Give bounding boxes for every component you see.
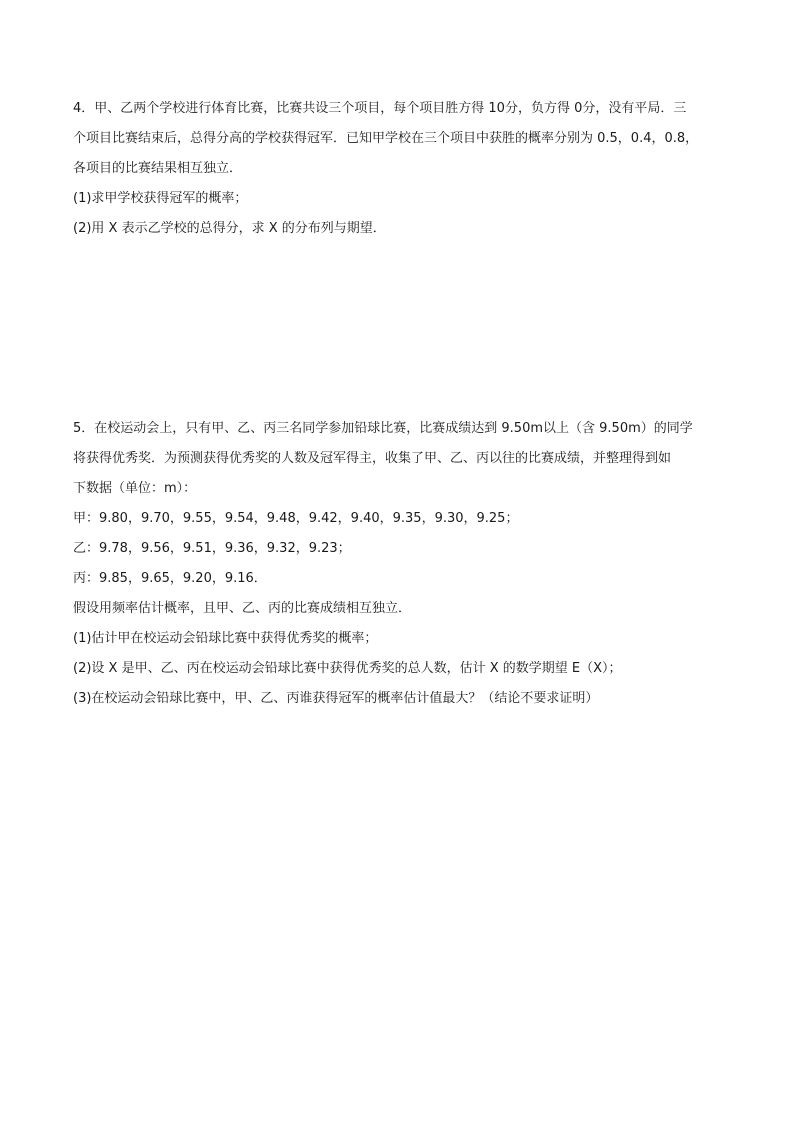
data-row-bing: 丙：9.85，9.65，9.20，9.16． (73, 571, 267, 586)
question-5 (73, 419, 733, 719)
question-5-line-3: 下数据（单位：m）： (73, 481, 197, 496)
question-5-assumption: 假设用频率估计概率，且甲、乙、丙的比赛成绩相互独立． (73, 601, 412, 616)
question-4-line-2: 个项目比赛结束后，总得分高的学校获得冠军．已知甲学校在三个项目中获胜的概率分别为 0.5，0.4，0.8， (73, 131, 699, 146)
question-5-line-2: 将获得优秀奖．为预测获得优秀奖的人数及冠军得主，收集了甲、乙、丙以往的比赛成绩，并整理得到如 (73, 451, 672, 466)
question-5-part-3: (3)在校运动会铅球比赛中，甲、乙、丙谁获得冠军的概率估计值最大？（结论不要求证明） (73, 691, 599, 706)
data-row-jia: 甲：9.80，9.70，9.55，9.54，9.48，9.42，9.40，9.35，9.30，9.25； (73, 511, 519, 526)
question-4-line-3: 各项目的比赛结果相互独立． (73, 161, 243, 176)
question-4-line-1: 4．甲、乙两个学校进行体育比赛，比赛共设三个项目，每个项目胜方得 10分，负方得 0分，没有平局．三 (73, 101, 687, 116)
question-4-part-1: (1)求甲学校获得冠军的概率； (73, 191, 248, 206)
question-4-part-2: (2)用 X 表示乙学校的总得分，求 X 的分布列与期望． (73, 221, 386, 236)
data-row-yi: 乙：9.78，9.56，9.51，9.36，9.32，9.23； (73, 541, 351, 556)
question-5-line-1: 5．在校运动会上，只有甲、乙、丙三名同学参加铅球比赛，比赛成绩达到 9.50m以上（含 9.50m）的同学 (73, 421, 693, 436)
question-5-part-1: (1)估计甲在校运动会铅球比赛中获得优秀奖的概率； (73, 631, 378, 646)
question-4 (73, 99, 733, 249)
question-5-part-2: (2)设 X 是甲、乙、丙在校运动会铅球比赛中获得优秀奖的总人数，估计 X 的数学期望 E（X）； (73, 661, 622, 676)
